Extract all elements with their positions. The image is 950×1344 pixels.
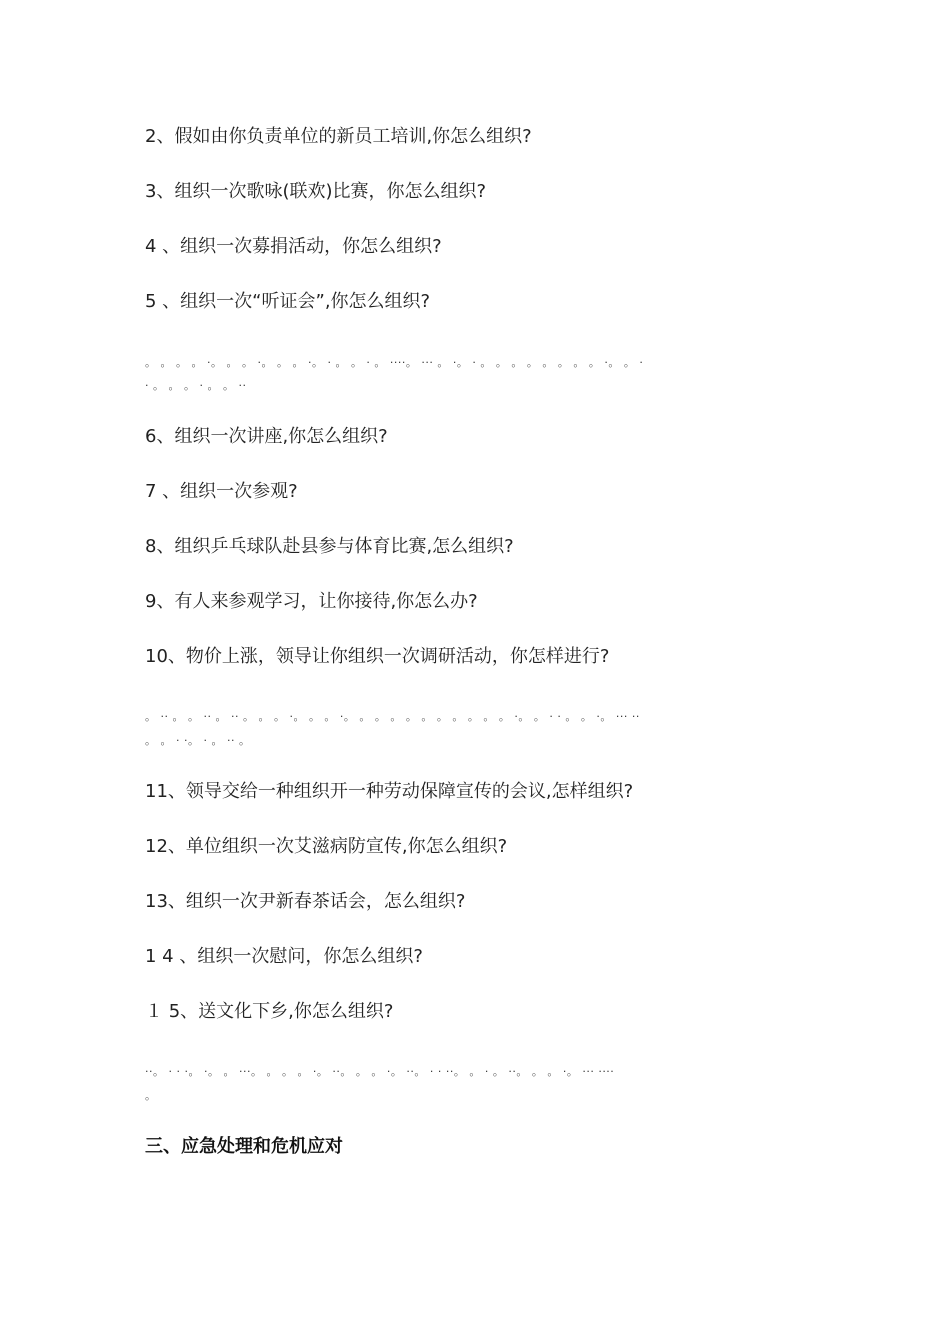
dot-filler-row: 。 <box>145 1089 157 1102</box>
question-15: １ 5、送文化下乡,你怎么组织? <box>145 1001 394 1022</box>
question-2: 2、假如由你负责单位的新员工培训,你怎么组织? <box>145 126 532 147</box>
question-3: 3、组织一次歌咏(联欢)比赛，你怎么组织? <box>145 181 487 202</box>
dot-filler-row: 。 。 · ·。 · 。 ·· 。 <box>145 734 251 747</box>
question-8: 8、组织乒乓球队赴县参与体育比赛,怎么组织? <box>145 536 514 557</box>
question-10: 10、物价上涨，领导让你组织一次调研活动，你怎样进行? <box>145 646 610 667</box>
dot-filler-row: ··。 · · ·。 ·。 。 ···。 。 。 。 ·。 ··。 。 。 ·。 ··。 · · ··。 。 · 。 ··。 。 。 ·。 ··· ···· <box>145 1065 615 1078</box>
question-6: 6、组织一次讲座,你怎么组织? <box>145 426 388 447</box>
dot-filler-row: 。 。 。 。 ·。 。 。 ·。 。 。 ·。 · 。 。 · 。 ····。 ··· 。 ·。 · 。 。 。 。 。 。 。 。 ·。 。 · <box>145 356 644 369</box>
dot-filler-row: 。 ·· 。 。 ·· 。 ·· 。 。 。 ·。 。 。 ·。 。 。 。 。 。 。 。 。 。 。 ·。 。 · · 。 。 ·。 ··· ·· <box>145 710 640 723</box>
question-7: 7 、组织一次参观? <box>145 481 298 502</box>
question-12: 12、单位组织一次艾滋病防宣传,你怎么组织? <box>145 836 508 857</box>
question-4: 4 、组织一次募捐活动，你怎么组织? <box>145 236 442 257</box>
question-9: 9、有人来参观学习，让你接待,你怎么办? <box>145 591 478 612</box>
question-14: 1 4 、组织一次慰问，你怎么组织? <box>145 946 423 967</box>
question-5: 5 、组织一次“听证会”,你怎么组织? <box>145 291 431 312</box>
question-11: 11、领导交给一种组织开一种劳动保障宣传的会议,怎样组织? <box>145 781 634 802</box>
section-heading: 三、应急处理和危机应对 <box>145 1136 343 1157</box>
question-13: 13、组织一次尹新春茶话会，怎么组织? <box>145 891 466 912</box>
dot-filler-row: · 。 。 。 · 。 。 ·· <box>145 379 247 392</box>
